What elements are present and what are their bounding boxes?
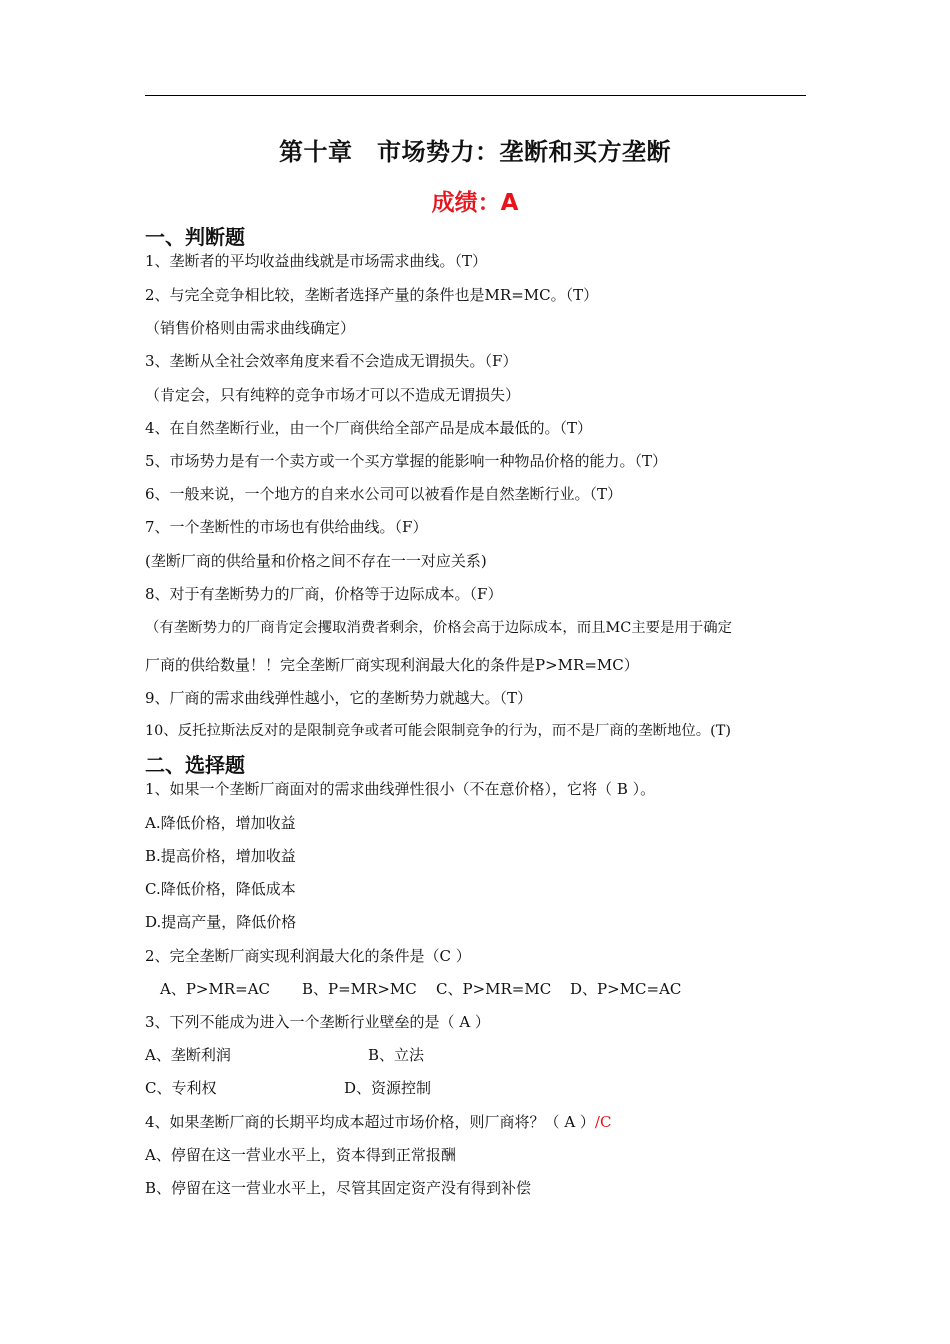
judgment-line: 8、对于有垄断势力的厂商，价格等于边际成本。（F） <box>145 585 503 603</box>
judgment-line: 6、一般来说，一个地方的自来水公司可以被看作是自然垄断行业。（T） <box>145 485 623 503</box>
correction-mark: /C <box>594 1113 612 1131</box>
question-stem: 1、如果一个垄断厂商面对的需求曲线弹性很小（不在意价格），它将（ B ）。 <box>145 780 656 798</box>
grade-label: 成绩：A <box>431 190 519 216</box>
judgment-line: 4、在自然垄断行业，由一个厂商供给全部产品是成本最低的。（T） <box>145 419 593 437</box>
judgment-line: 2、与完全竞争相比较，垄断者选择产量的条件也是MR=MC。（T） <box>145 286 599 304</box>
judgment-line: 10、反托拉斯法反对的是限制竞争或者可能会限制竞争的行为，而不是厂商的垄断地位。(T) <box>145 723 731 739</box>
judgment-line: 7、一个垄断性的市场也有供给曲线。（F） <box>145 518 428 536</box>
option-c: C、专利权 <box>145 1079 217 1097</box>
option-b: B.提高价格，增加收益 <box>145 847 296 865</box>
judgment-line: 9、厂商的需求曲线弹性越小，它的垄断势力就越大。（T） <box>145 689 533 707</box>
option-a: A、垄断利润 <box>145 1046 231 1064</box>
option-b: B、立法 <box>368 1046 425 1064</box>
option-d: D.提高产量，降低价格 <box>145 913 297 931</box>
option-b: B、停留在这一营业水平上，尽管其固定资产没有得到补偿 <box>145 1179 532 1197</box>
judgment-note: (垄断厂商的供给量和价格之间不存在一一对应关系) <box>145 552 487 570</box>
section-heading-judgment: 一、判断题 <box>145 225 245 249</box>
option-a: A、P>MR=AC <box>160 980 271 998</box>
judgment-line: 1、垄断者的平均收益曲线就是市场需求曲线。（T） <box>145 252 488 270</box>
section-heading-choice: 二、选择题 <box>145 753 245 777</box>
option-a: A、停留在这一营业水平上，资本得到正常报酬 <box>145 1146 456 1164</box>
question-stem <box>145 1111 810 1133</box>
judgment-line: 3、垄断从全社会效率角度来看不会造成无谓损失。（F） <box>145 352 518 370</box>
judgment-note: （销售价格则由需求曲线确定） <box>145 319 356 337</box>
option-c: C.降低价格，降低成本 <box>145 880 296 898</box>
header-rule <box>145 95 806 96</box>
question-stem-text: 4、如果垄断厂商的长期平均成本超过市场价格，则厂商将？（ A ） <box>145 1113 595 1131</box>
question-stem: 2、完全垄断厂商实现利润最大化的条件是（C ） <box>145 947 471 965</box>
option-a: A.降低价格，增加收益 <box>145 814 296 832</box>
judgment-line: 5、市场势力是有一个卖方或一个买方掌握的能影响一种物品价格的能力。（T） <box>145 452 668 470</box>
option-d: D、资源控制 <box>344 1079 432 1097</box>
question-stem: 3、下列不能成为进入一个垄断行业壁垒的是（ A ） <box>145 1013 490 1031</box>
option-d: D、P>MC=AC <box>570 980 682 998</box>
option-b: B、P=MR>MC <box>302 980 417 998</box>
option-c: C、P>MR=MC <box>436 980 552 998</box>
judgment-note: （肯定会，只有纯粹的竞争市场才可以不造成无谓损失） <box>145 386 521 404</box>
judgment-note: 厂商的供给数量！！完全垄断厂商实现利润最大化的条件是P>MR=MC） <box>145 656 639 674</box>
judgment-note: （有垄断势力的厂商肯定会攫取消费者剩余，价格会高于边际成本，而且MC主要是用于确定 <box>145 620 732 636</box>
chapter-title: 第十章 市场势力：垄断和买方垄断 <box>279 138 671 166</box>
